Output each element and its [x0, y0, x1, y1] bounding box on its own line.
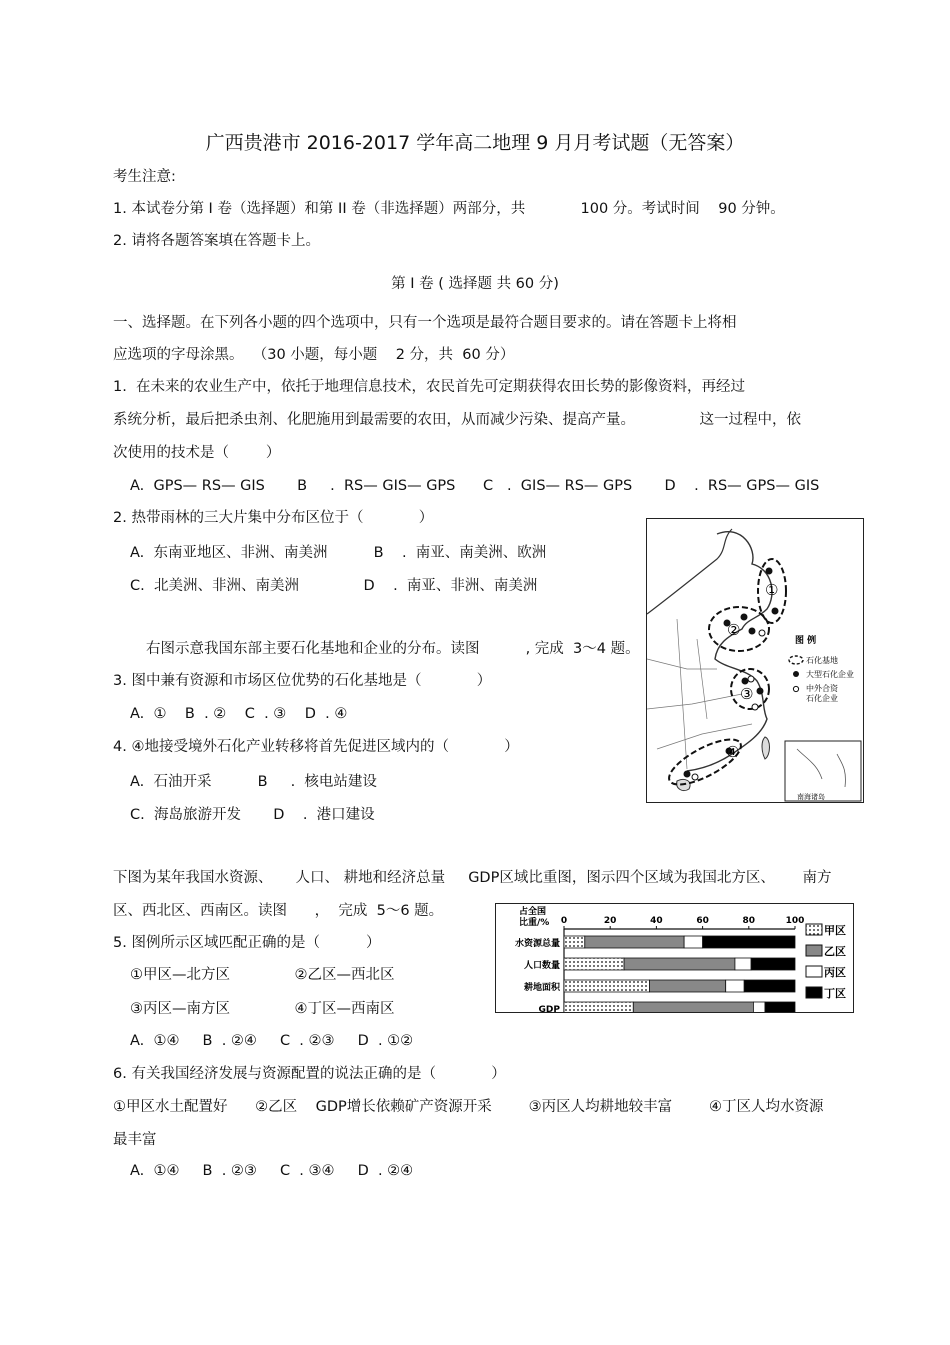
map-legend-large: 大型石化企业	[806, 670, 854, 679]
chart-bar-0-0	[564, 936, 585, 948]
chart-legend-label-3: 丁区	[824, 987, 846, 1000]
q2-stem: 2. 热带雨林的三大片集中分布区位于（ ）	[113, 510, 434, 526]
chart-legend-label-1: 乙区	[824, 945, 846, 958]
chart-bar-3-2	[753, 1002, 765, 1012]
q5-choice-2: ③丙区—南方区 ④丁区—西南区	[130, 1001, 395, 1017]
map-legend-base: 石化基地	[806, 656, 838, 665]
q6-line2: 最丰富	[113, 1132, 157, 1148]
chart-intro-line1: 下图为某年我国水资源、 人口、 耕地和经济总量 GDP区域比重图，图示四个区域为我国北方区、 南方	[113, 870, 832, 886]
q4-options-cd: C. 海岛旅游开发 D . 港口建设	[130, 807, 375, 823]
chart-tick-label-4: 80	[742, 916, 756, 926]
map-legend-jv-2: 石化企业	[806, 694, 838, 703]
map-label-2: ②	[727, 621, 741, 639]
chart-bar-1-3	[751, 958, 795, 970]
q5-stem: 5. 图例所示区域匹配正确的是（ ）	[113, 935, 381, 951]
chart-tick-label-5: 100	[785, 916, 805, 926]
q1-line2: 系统分析，最后把杀虫剂、化肥施用到最需要的农田，从而减少污染、提高产量。 这一过程中，依	[113, 412, 802, 428]
chart-category-label-0: 水资源总量	[514, 939, 560, 949]
q3-options: A. ① B . ② C . ③ D . ④	[130, 706, 348, 722]
q2-options-ab: A. 东南亚地区、非洲、南美洲 B . 南亚、南美洲、欧洲	[130, 545, 547, 561]
chart-bar-1-0	[564, 958, 624, 970]
northern-border	[647, 529, 732, 614]
q6-stem: 6. 有关我国经济发展与资源配置的说法正确的是（ ）	[113, 1066, 506, 1082]
chart-bar-2-0	[564, 980, 649, 992]
map-inset-label: 南海诸岛	[797, 793, 825, 801]
q6-options: A. ①④ B . ②③ C . ③④ D . ②④	[130, 1163, 414, 1179]
chart-legend-swatch-1	[806, 945, 822, 956]
notice-heading: 考生注意:	[113, 169, 176, 185]
chart-tick-label-2: 40	[650, 916, 663, 926]
q4-options-ab: A. 石油开采 B . 核电站建设	[130, 774, 377, 790]
chart-bar-0-1	[585, 936, 684, 948]
q1-line1: 1. 在未来的农业生产中，依托于地理信息技术，农民首先可定期获得农田长势的影像资料，再经过	[113, 379, 746, 395]
section1-line1: 一、选择题。在下列各小题的四个选项中，只有一个选项是最符合题目要求的。请在答题卡上将相	[113, 315, 737, 331]
chart-bar-2-3	[744, 980, 795, 992]
chart-bar-3-3	[765, 1002, 795, 1012]
chart-legend-swatch-2	[806, 966, 822, 977]
page-title: 广西贵港市 2016-2017 学年高二地理 9 月月考试题（无答案）	[205, 132, 745, 154]
petrochem-map	[646, 518, 864, 803]
chart-bar-0-2	[684, 936, 702, 948]
q3-stem: 3. 图中兼有资源和市场区位优势的石化基地是（ ）	[113, 673, 492, 689]
chart-legend-label-2: 丙区	[824, 966, 846, 979]
chart-bar-1-1	[624, 958, 735, 970]
chart-tick-label-1: 20	[603, 916, 617, 926]
chart-bar-0-3	[703, 936, 795, 948]
chart-tick-label-3: 60	[696, 916, 709, 926]
map-label-3: ③	[740, 685, 754, 703]
q1-options: A. GPS— RS— GIS B . RS— GIS— GPS C . GIS— RS— GPS D . RS— GPS— GIS	[130, 478, 820, 494]
chart-category-label-3: GDP	[538, 1005, 560, 1012]
notice-item-1: 1. 本试卷分第 I 卷（选择题）和第 II 卷（非选择题）两部分，共 100 分。考试时间 90 分钟。	[113, 201, 785, 217]
q6-line1: ①甲区水土配置好 ②乙区 GDP增长依赖矿产资源开采 ③丙区人均耕地较丰富 ④丁区人均水资源	[113, 1099, 824, 1115]
chart-bar-3-0	[564, 1002, 633, 1012]
region-share-chart	[495, 903, 854, 1013]
map-legend-title: 图 例	[795, 636, 817, 646]
q2-options-cd: C. 北美洲、非洲、南美洲 D . 南亚、非洲、南美洲	[130, 578, 538, 594]
chart-legend-swatch-3	[806, 987, 822, 998]
chart-intro-line2: 区、西北区、西南区。读图 ， 完成 5～6 题。	[113, 903, 444, 919]
chart-bar-2-2	[726, 980, 744, 992]
notice-item-2: 2. 请将各题答案填在答题卡上。	[113, 233, 320, 249]
q5-options: A. ①④ B . ②④ C . ②③ D . ①②	[130, 1033, 414, 1049]
chart-ylabel-1: 占全国	[519, 907, 547, 917]
chart-bar-2-1	[649, 980, 725, 992]
map-intro: 右图示意我国东部主要石化基地和企业的分布。读图 , 完成 3～4 题。	[146, 641, 640, 657]
chart-bar-3-1	[633, 1002, 753, 1012]
chart-ylabel-2: 比重/%	[519, 918, 550, 928]
chart-legend-swatch-0	[806, 924, 822, 935]
chart-category-label-2: 耕地面积	[523, 983, 560, 993]
map-label-4: ④	[726, 743, 740, 761]
q1-line3: 次使用的技术是（ ）	[113, 445, 281, 461]
map-label-1: ①	[765, 581, 779, 599]
section1-line2: 应选项的字母涂黑。 （30 小题，每小题 2 分，共 60 分）	[113, 347, 515, 363]
chart-category-label-1: 人口数量	[523, 961, 560, 971]
chart-legend-label-0: 甲区	[824, 924, 846, 937]
part1-heading: 第 I 卷 ( 选择题 共 60 分)	[391, 276, 559, 292]
taiwan-island	[762, 737, 770, 759]
chart-tick-label-0: 0	[560, 916, 568, 926]
map-legend-jv-1: 中外合资	[806, 684, 838, 693]
q5-choice-1: ①甲区—北方区 ②乙区—西北区	[130, 967, 395, 983]
q4-stem: 4. ④地接受境外石化产业转移将首先促进区域内的（ ）	[113, 739, 519, 755]
chart-bar-1-2	[735, 958, 751, 970]
